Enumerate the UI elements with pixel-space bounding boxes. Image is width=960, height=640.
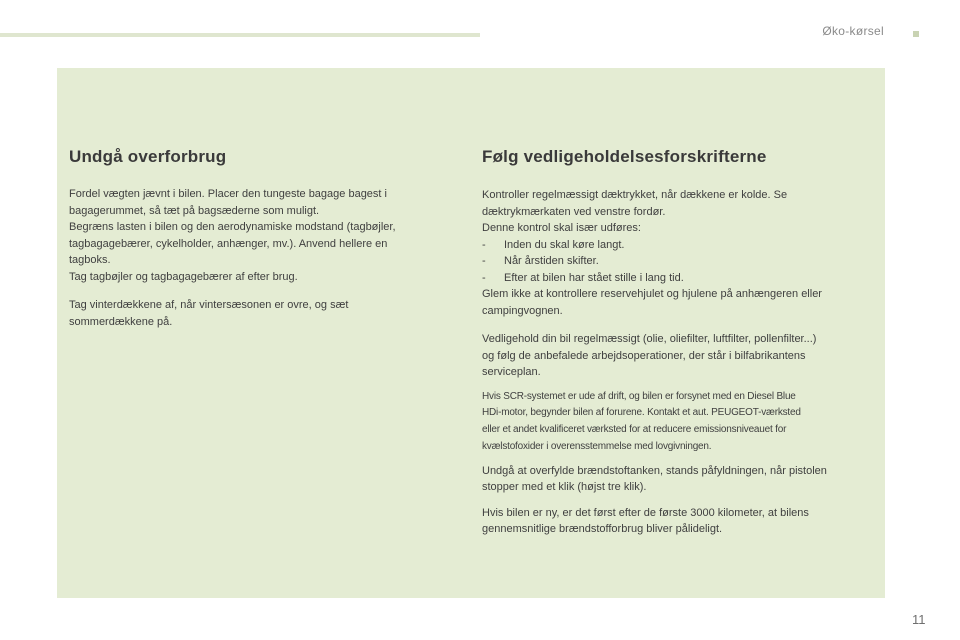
check-list [482, 237, 877, 287]
text-line: Fordel vægten jævnt i bilen. Placer den tungeste bagage bagest i [69, 188, 387, 200]
text-line: Glem ikke at kontrollere reservehjulet og hjulene på anhængeren eller [482, 288, 822, 300]
text-line: Tag vinterdækkene af, når vintersæsonen er ovre, og sæt [69, 299, 349, 311]
new-car-paragraph [482, 505, 877, 538]
list-marker: - [482, 238, 486, 251]
page-number: 11 [912, 612, 926, 627]
text-line: Denne kontrol skal især udføres: [482, 222, 641, 234]
list-item-text: Inden du skal køre langt. [504, 238, 625, 251]
fuel-paragraph [482, 463, 877, 496]
text-line: Undgå at overfylde brændstoftanken, stands påfyldningen, når pistolen [482, 464, 827, 477]
header-rule [0, 33, 480, 37]
text-line: gennemsnitlige brændstofforbrug bliver pålideligt. [482, 523, 723, 536]
right-heading: Følg vedligeholdelsesforskrifterne [482, 147, 767, 166]
content-panel [57, 68, 885, 598]
text-line: Hvis SCR-systemet er ude af drift, og bilen er forsynet med en Diesel Blue [482, 390, 796, 402]
text-line: og følg de anbefalede arbejdsoperationer, der står i bilfabrikantens [482, 349, 806, 362]
scr-paragraph [482, 389, 877, 456]
list-item-text: Efter at bilen har stået stille i lang tid. [504, 271, 684, 284]
text-line: Hvis bilen er ny, er det først efter de første 3000 kilometer, at bilens [482, 506, 809, 519]
weight-paragraph [69, 186, 439, 285]
list-marker: - [482, 255, 486, 267]
text-line: Begræns lasten i bilen og den aerodynamiske modstand (tagbøjler, [69, 221, 396, 233]
section-title: Øko-kørsel [822, 24, 884, 38]
list-item [482, 270, 877, 287]
text-line: sommerdækkene på. [69, 315, 173, 328]
list-item [482, 237, 877, 254]
tyres-paragraph [69, 297, 439, 330]
left-column [69, 146, 439, 330]
tyre-pressure-intro [482, 187, 877, 237]
list-item-text: Når årstiden skifter. [504, 255, 599, 267]
text-line: serviceplan. [482, 366, 541, 378]
right-column [482, 146, 877, 538]
maintenance-paragraph [482, 331, 877, 381]
left-heading: Undgå overforbrug [69, 147, 227, 166]
text-line: eller et andet kvalificeret værksted for at reducere emissionsniveauet for [482, 424, 787, 436]
text-line: Kontroller regelmæssigt dæktrykket, når dækkene er kolde. Se [482, 189, 788, 201]
text-line: tagboks. [69, 254, 111, 266]
text-line: kvælstofoxider i overensstemmelse med lovgivningen. [482, 440, 712, 452]
text-line: dæktrykmærkaten ved venstre fordør. [482, 205, 666, 218]
text-line: HDi-motor, begynder bilen af forurene. Kontakt et aut. PEUGEOT-værksted [482, 407, 801, 419]
text-line: tagbagagebærer, cykelholder, anhænger, mv.). Anvend hellere en [69, 237, 388, 250]
text-line: bagagerummet, så tæt på bagsæderne som muligt. [69, 204, 320, 217]
section-marker [913, 31, 919, 37]
text-line: campingvognen. [482, 304, 563, 317]
list-item [482, 253, 877, 270]
spare-wheel-paragraph [482, 286, 877, 319]
text-line: Tag tagbøjler og tagbagagebærer af efter brug. [69, 270, 298, 283]
text-line: Vedligehold din bil regelmæssigt (olie, oliefilter, luftfilter, pollenfilter...) [482, 333, 817, 345]
list-marker: - [482, 271, 486, 284]
text-line: stopper med et klik (højst tre klik). [482, 481, 647, 494]
